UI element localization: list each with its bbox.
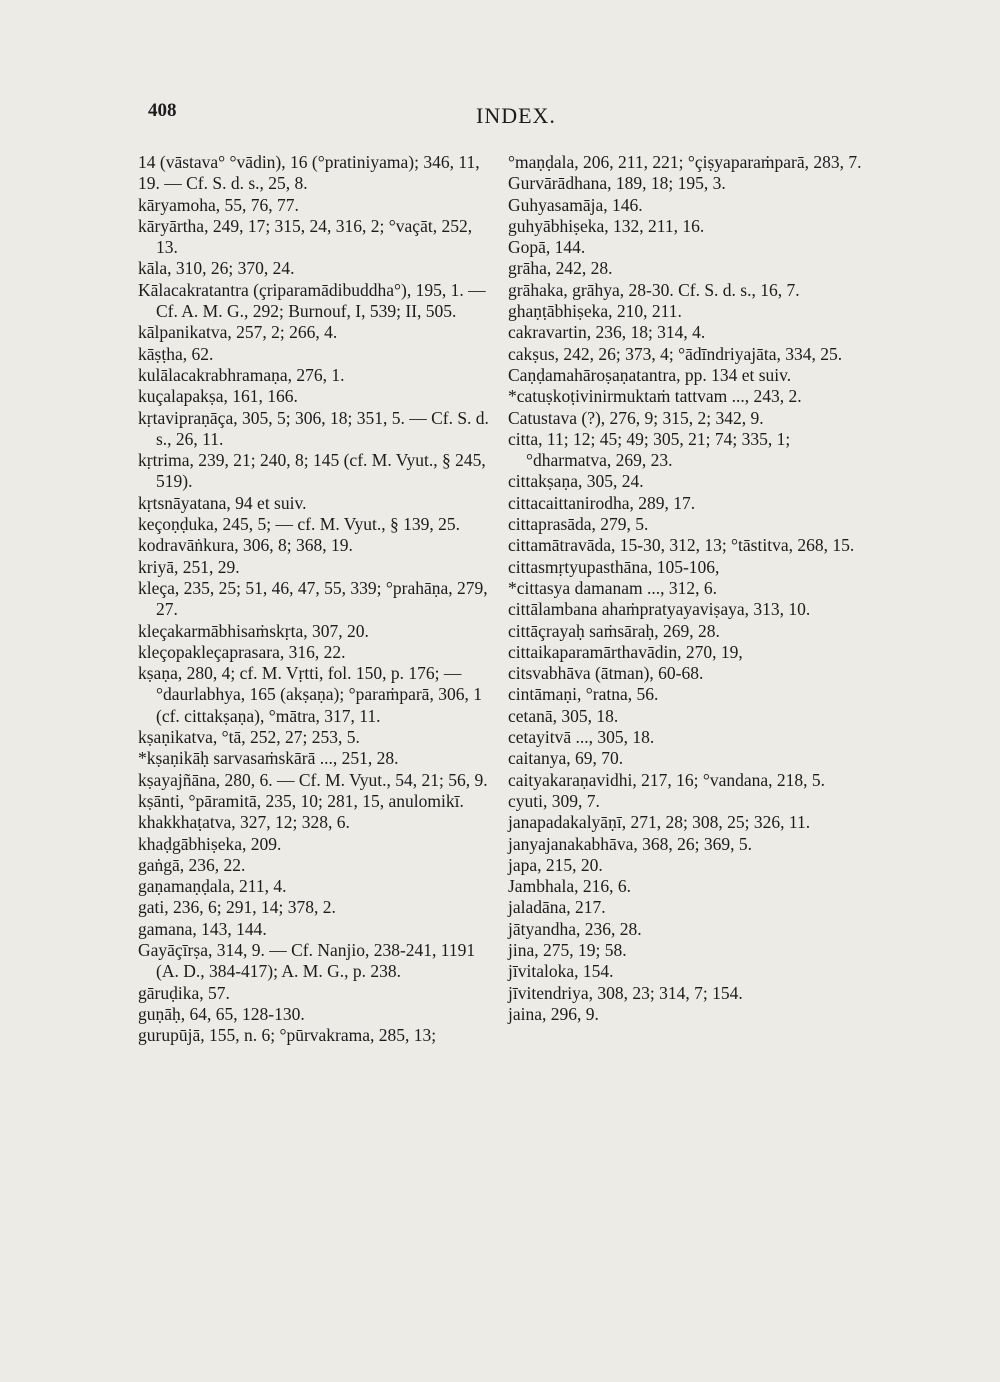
index-entry: khaḍgābhiṣeka, 209.: [138, 833, 282, 854]
index-entry: kāryārtha, 249, 17; 315, 24, 316, 2; °vaçāt, 252, 13.: [138, 215, 473, 258]
index-entry: kṛtsnāyatana, 94 et suiv.: [138, 492, 307, 513]
index-entry: kṣayajñāna, 280, 6. — Cf. M. Vyut., 54, 21; 56, 9.: [138, 769, 488, 790]
index-entry: gaṅgā, 236, 22.: [138, 854, 246, 875]
index-entry: cittaikaparamārthavādin, 270, 19,: [508, 641, 743, 662]
index-column-right: [508, 152, 873, 1025]
index-entry: caityakaraṇavidhi, 217, 16; °vandana, 218, 5.: [508, 769, 826, 790]
index-entry: caitanya, 69, 70.: [508, 748, 624, 769]
index-entry: jātyandha, 236, 28.: [508, 918, 642, 939]
index-entry: Kālacakratantra (çriparamādibuddha°), 195, 1. — Cf. A. M. G., 292; Burnouf, I, 539; II, 505.: [138, 279, 486, 322]
index-entry: kleçopakleçaprasara, 316, 22.: [138, 641, 346, 662]
index-entry: °maṇḍala, 206, 211, 221; °çiṣyaparaṁparā, 283, 7.: [508, 152, 862, 172]
index-entry: kriyā, 251, 29.: [138, 556, 240, 577]
index-entry: ghaṇṭābhiṣeka, 210, 211.: [508, 301, 682, 322]
index-entry: kṣaṇikatva, °tā, 252, 27; 253, 5.: [138, 727, 360, 748]
index-entry: jaina, 296, 9.: [508, 1003, 599, 1024]
index-entry: cittacaittanirodha, 289, 17.: [508, 492, 696, 513]
index-entry: kleçakarmābhisaṁskṛta, 307, 20.: [138, 620, 369, 641]
index-entry: jīvitaloka, 154.: [508, 961, 614, 982]
index-entry: kāṣṭha, 62.: [138, 343, 214, 364]
index-entry: grāhaka, grāhya, 28-30. Cf. S. d. s., 16, 7.: [508, 279, 800, 300]
index-entry: cyuti, 309, 7.: [508, 790, 600, 811]
index-entry: kleça, 235, 25; 51, 46, 47, 55, 339; °prahāṇa, 279, 27.: [138, 577, 488, 620]
index-entry: *cittasya damanam ..., 312, 6.: [508, 577, 717, 598]
index-entry: cittakṣaṇa, 305, 24.: [508, 471, 644, 492]
index-entry: kṛtrima, 239, 21; 240, 8; 145 (cf. M. Vyut., § 245, 519).: [138, 450, 486, 492]
index-entry: jīvitendriya, 308, 23; 314, 7; 154.: [508, 982, 743, 1003]
index-entry: Caṇḍamahāroṣaṇatantra, pp. 134 et suiv.: [508, 364, 792, 385]
index-entry: gurupūjā, 155, n. 6; °pūrvakrama, 285, 13;: [138, 1025, 437, 1046]
index-entry: kṛtavipraṇāça, 305, 5; 306, 18; 351, 5. — Cf. S. d. s., 26, 11.: [138, 407, 489, 449]
index-entry: guhyābhiṣeka, 132, 211, 16.: [508, 215, 705, 236]
running-head: INDEX.: [476, 103, 556, 128]
index-entry: jaladāna, 217.: [508, 897, 606, 918]
index-entry: japa, 215, 20.: [508, 854, 603, 875]
index-entry: jina, 275, 19; 58.: [508, 939, 627, 960]
index-entry: cittaprasāda, 279, 5.: [508, 514, 649, 535]
index-entry: kulālacakrabhramaṇa, 276, 1.: [138, 364, 345, 385]
index-entry: kuçalapakṣa, 161, 166.: [138, 386, 298, 407]
index-entry: Jambhala, 216, 6.: [508, 876, 631, 897]
index-entry: janapadakalyāṇī, 271, 28; 308, 25; 326, 11.: [508, 812, 811, 833]
index-entry: Gurvārādhana, 189, 18; 195, 3.: [508, 173, 726, 194]
index-entry: cintāmaṇi, °ratna, 56.: [508, 684, 659, 705]
index-entry: *kṣaṇikāḥ sarvasaṁskārā ..., 251, 28.: [138, 748, 399, 769]
index-entry: kṣaṇa, 280, 4; cf. M. Vṛtti, fol. 150, p. 176; — °daurlabhya, 165 (akṣaṇa); °paraṁparā, 306, 1 (cf. cittakṣaṇa), °mātra, 317, 11.: [138, 663, 482, 726]
index-entry: cakṣus, 242, 26; 373, 4; °ādīndriyajāta, 334, 25.: [508, 343, 843, 364]
index-entry: cittamātravāda, 15-30, 312, 13; °tāstitva, 268, 15.: [508, 535, 855, 556]
index-column-left: [138, 152, 493, 1046]
index-entry: cakravartin, 236, 18; 314, 4.: [508, 322, 706, 343]
index-entry: kṣānti, °pāramitā, 235, 10; 281, 15, anulomikī.: [138, 790, 464, 811]
index-entry: kāryamoha, 55, 76, 77.: [138, 194, 299, 215]
index-entry: kāla, 310, 26; 370, 24.: [138, 258, 295, 279]
index-entry: Gopā, 144.: [508, 237, 586, 258]
index-entry: citsvabhāva (ātman), 60-68.: [508, 663, 704, 684]
index-entry: kodravāṅkura, 306, 8; 368, 19.: [138, 535, 353, 556]
index-entry: *catuṣkoṭivinirmuktaṁ tattvam ..., 243, 2.: [508, 386, 802, 407]
index-entry: citta, 11; 12; 45; 49; 305, 21; 74; 335, 1; °dharmatva, 269, 23.: [508, 428, 791, 471]
index-entry: kālpanikatva, 257, 2; 266, 4.: [138, 322, 338, 343]
index-entry: keçoṇḍuka, 245, 5; — cf. M. Vyut., § 139, 25.: [138, 514, 460, 535]
index-entry: Guhyasamāja, 146.: [508, 194, 643, 215]
index-entry: cittālambana ahaṁpratyayaviṣaya, 313, 10.: [508, 599, 811, 620]
index-entry: cittāçrayaḥ saṁsāraḥ, 269, 28.: [508, 620, 720, 641]
index-entry: Catustava (?), 276, 9; 315, 2; 342, 9.: [508, 407, 764, 428]
index-entry: gāruḍika, 57.: [138, 982, 230, 1003]
index-entry: gamana, 143, 144.: [138, 918, 267, 939]
index-entry: cetanā, 305, 18.: [508, 705, 619, 726]
index-entry: gati, 236, 6; 291, 14; 378, 2.: [138, 897, 336, 918]
index-entry: khakkhaṭatva, 327, 12; 328, 6.: [138, 812, 350, 833]
index-entry: gaṇamaṇḍala, 211, 4.: [138, 876, 287, 897]
index-entry: cetayitvā ..., 305, 18.: [508, 727, 655, 748]
index-entry: Gayāçīrṣa, 314, 9. — Cf. Nanjio, 238-241, 1191 (A. D., 384-417); A. M. G., p. 238.: [138, 939, 476, 982]
page-number: 408: [148, 100, 177, 121]
index-entry: janyajanakabhāva, 368, 26; 369, 5.: [508, 833, 752, 854]
index-entry: guṇāḥ, 64, 65, 128-130.: [138, 1003, 305, 1024]
index-entry: grāha, 242, 28.: [508, 258, 613, 279]
index-entry: 14 (vāstava° °vādin), 16 (°pratiniyama); 346, 11, 19. — Cf. S. d. s., 25, 8.: [138, 152, 480, 194]
index-entry: cittasmṛtyupasthāna, 105-106,: [508, 556, 720, 577]
